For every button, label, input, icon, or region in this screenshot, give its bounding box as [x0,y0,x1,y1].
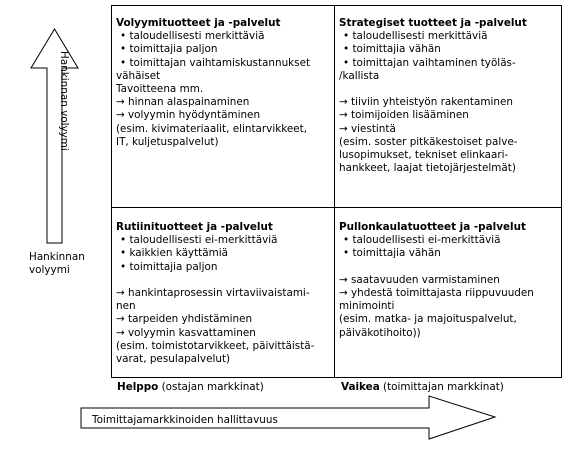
bullet-icon: • [120,234,130,247]
matrix-vertical-divider [334,5,335,378]
action-line: → hankintaprosessin virtaviivaistami- [116,286,310,299]
action-line: → yhdestä toimittajasta riippuvuuden [339,286,534,299]
bullet-text: taloudellisesti ei-merkittäviä [129,234,278,247]
quadrant-volume-title: Volyymituotteet ja -palvelut [116,17,281,29]
quadrant-bottleneck-bullets [339,234,534,260]
quadrant-routine-bullets [116,234,314,274]
hard-market-label [341,381,504,394]
example-line: lusopimukset, tekniset elinkaari- [339,148,509,161]
bullet-text: toimittajia vähän [352,43,441,56]
easy-market-label [117,381,264,394]
example-line: (esim. soster pitkäkestoiset palve- [339,135,518,148]
bullet-icon: • [343,56,353,69]
quadrant-strategic-title: Strategiset tuotteet ja -palvelut [339,17,527,29]
quadrant-bottleneck-title: Pullonkaulatuotteet ja -palvelut [339,221,526,233]
bullet-icon: • [343,30,353,43]
quadrant-strategic-bullets [339,30,527,70]
x-axis-arrow-label: Toimittajamarkkinoiden hallittavuus [92,414,278,426]
bullet-text: kaikkien käyttämiä [129,247,228,260]
example-line: IT, kuljetuspalvelut) [116,135,219,148]
action-line: minimointi [339,300,395,313]
quadrant-bottleneck [339,221,534,340]
example-line: (esim. kivimateriaalit, elintarvikkeet, [116,122,308,135]
bullet-text: toimittajia paljon [129,43,218,56]
example-line: varat, pesulapalvelut) [116,352,231,365]
matrix-horizontal-divider [111,207,562,208]
action-line: → viestintä [339,122,396,135]
quadrant-strategic [339,17,527,175]
action-line: → tarpeiden yhdistäminen [116,313,253,326]
bullet-icon: • [343,234,353,247]
example-line: (esim. matka- ja majoituspalvelut, [339,313,517,326]
y-axis-arrow-text: Hankinnan volyymi [58,51,71,151]
action-line: → tiiviin yhteistyön rakentaminen [339,96,513,109]
action-line: → hinnan alaspainaminen [116,96,250,109]
y-axis-side-line: volyymi [29,264,70,276]
example-line: päiväkotihoito)) [339,326,421,339]
y-axis-side-line: Hankinnan [29,251,85,263]
bullet-text: toimittajia paljon [129,260,218,273]
bullet-icon: • [343,43,353,56]
action-line: → toimijoiden lisääminen [339,109,469,122]
example-line: (esim. toimistotarvikkeet, päivittäistä- [116,339,315,352]
bullet-text: taloudellisesti merkittäviä [352,30,488,43]
bullet-text: taloudellisesti ei-merkittäviä [352,234,501,247]
bullet-continuation: vähäiset [116,69,161,82]
bullet-icon: • [343,247,353,260]
action-line: → volyymin kasvattaminen [116,326,256,339]
easy-label-bold: Helppo [117,381,159,393]
bullet-text: toimittajan vaihtaminen työläs- [352,56,516,69]
quadrant-routine [116,221,314,366]
quadrant-volume [116,17,310,149]
quadrant-volume-bullets [116,30,310,70]
bullet-continuation: /kallista [339,69,380,82]
action-line: → saatavuuden varmistaminen [339,273,500,286]
y-axis-arrow-label [48,51,71,196]
easy-label-rest: (ostajan markkinat) [158,381,264,393]
goal-heading: Tavoitteena mm. [116,82,204,95]
bullet-icon: • [120,260,130,273]
quadrant-routine-title: Rutiinituotteet ja -palvelut [116,221,273,233]
bullet-text: taloudellisesti merkittäviä [129,30,265,43]
y-axis-side-label [29,251,85,277]
example-line: hankkeet, laajat tietojärjestelmät) [339,162,516,175]
bullet-text: toimittajia vähän [352,247,441,260]
hard-label-rest: (toimittajan markkinat) [379,381,504,393]
hard-label-bold: Vaikea [341,381,380,393]
action-line: → volyymin hyödyntäminen [116,109,261,122]
bullet-icon: • [120,30,130,43]
bullet-icon: • [120,43,130,56]
action-line: nen [116,300,136,313]
bullet-icon: • [120,56,130,69]
bullet-text: toimittajan vaihtamiskustannukset [129,56,311,69]
bullet-icon: • [120,247,130,260]
